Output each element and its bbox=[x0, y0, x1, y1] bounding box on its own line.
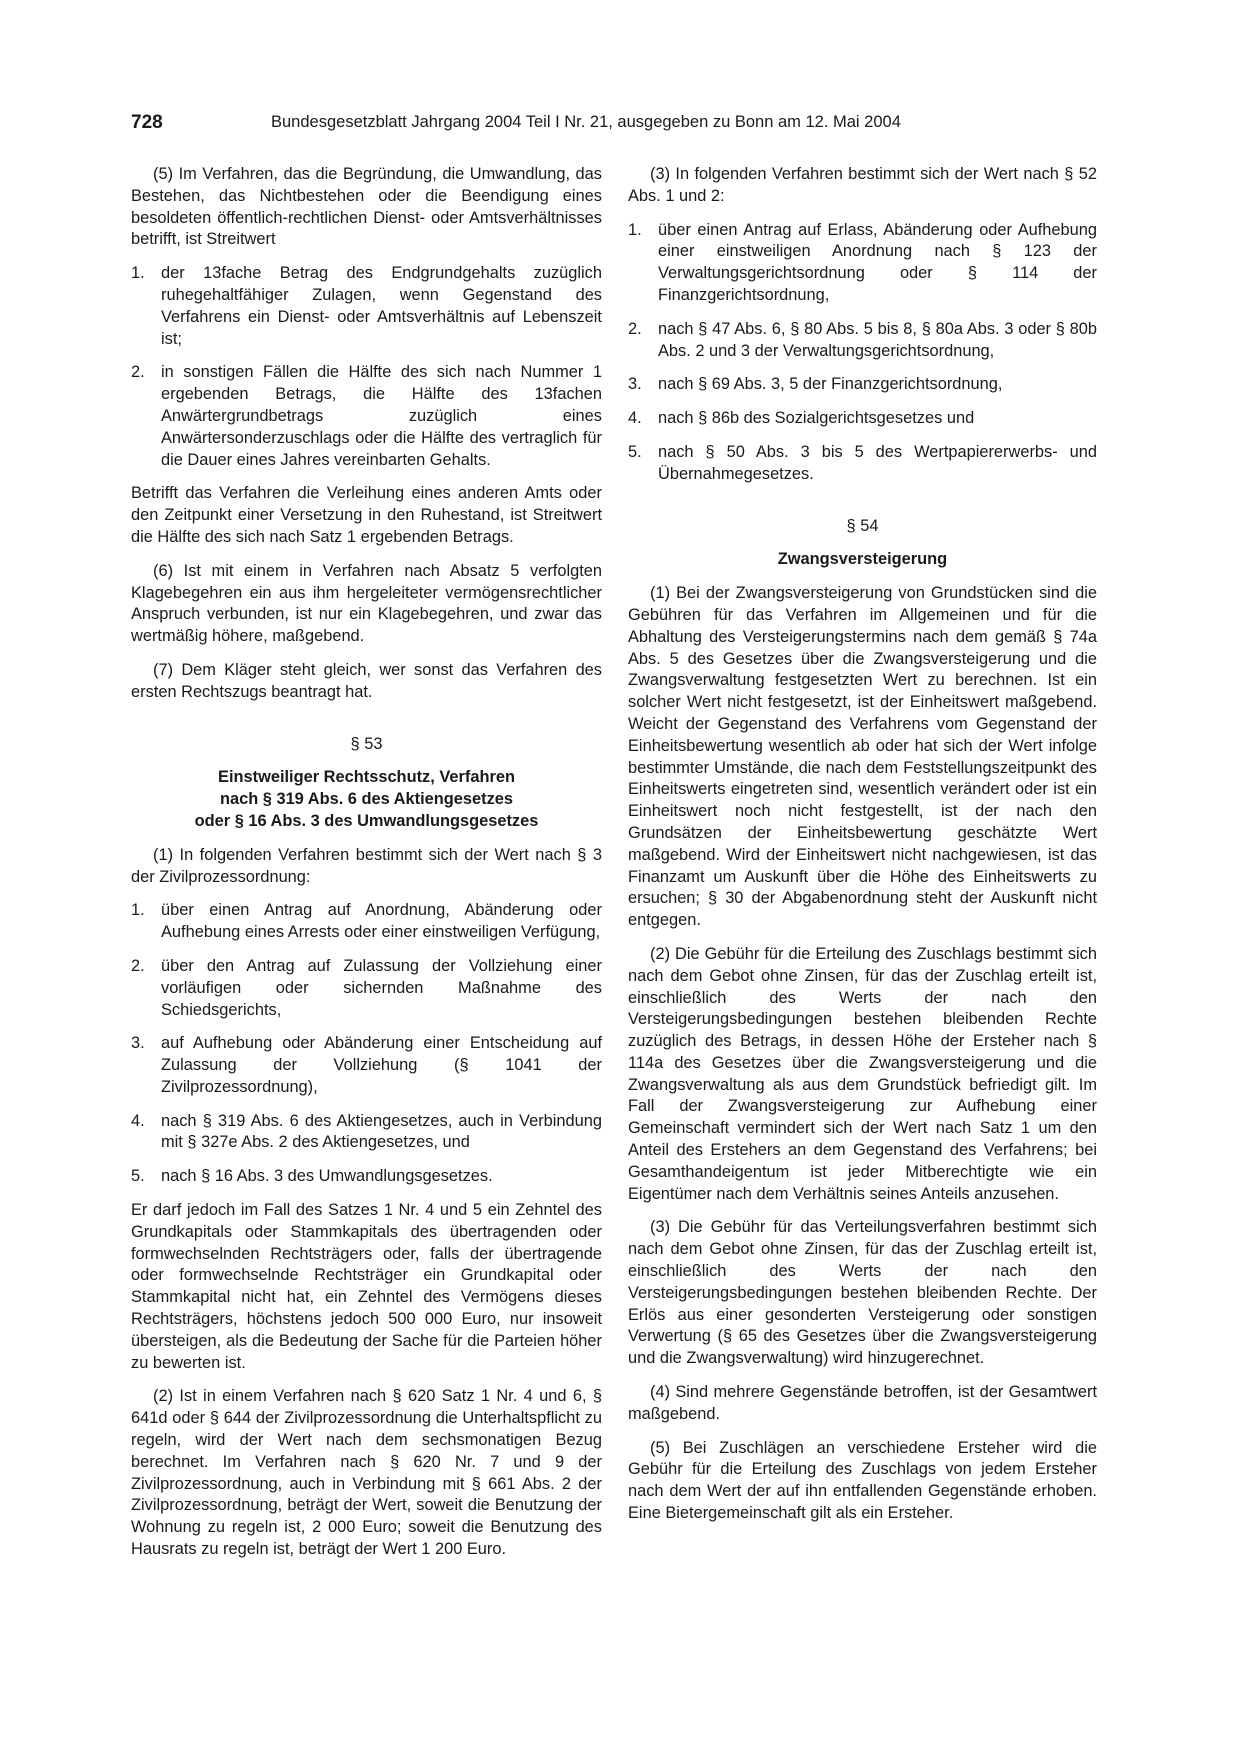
list-item-number: 4. bbox=[131, 1111, 145, 1130]
paragraph-5-list bbox=[131, 263, 602, 471]
list-item-text: auf Aufhebung oder Abänderung einer Entscheidung auf Zulassung der Vollziehung (§ 1041 der Zivilprozessordnung), bbox=[161, 1034, 602, 1096]
section-53-paragraph-2: (2) Ist in einem Verfahren nach § 620 Satz 1 Nr. 4 und 6, § 641d oder § 644 der Zivilprozessordnung die Unterhaltspflicht zu regeln, wird der Wert nach dem sechsmonatigen Bezug berechnet. Im Verfahren nach § 620 Nr. 7 und 9 der Zivilprozessordnung, auch in Verbindung mit § 661 Abs. 2 der Zivilprozessordnung, beträgt der Wert, soweit die Benutzung der Wohnung zu regeln ist, 2 000 Euro; soweit die Benutzung des Hausrats zu regeln ist, beträgt der Wert 1 200 Euro. bbox=[131, 1387, 602, 1559]
paragraph-5-tail: Betrifft das Verfahren die Verleihung eines anderen Amts oder den Zeitpunkt einer Versetzung in den Ruhestand, ist Streitwert die Hälfte des sich nach Satz 1 ergebenden Betrags. bbox=[131, 484, 602, 546]
section-54-number: § 54 bbox=[846, 516, 879, 535]
section-54-paragraph-3: (3) Die Gebühr für das Verteilungsverfahren bestimmt sich nach dem Gebot ohne Zinsen, für das der Zuschlag erteilt ist, einschließlich des Werts der nach den Versteigerungsbedingungen bestehen bleibenden Rechte. Der Erlös aus einer gesonderten Versteigerung oder sonstigen Verwertung (§ 65 des Gesetzes über die Zwangsversteigerung und die Zwangsverwaltung) wird hinzugerechnet. bbox=[628, 1218, 1097, 1368]
page-header bbox=[131, 112, 1105, 142]
list-item-text: nach § 50 Abs. 3 bis 5 des Wertpapiererwerbs- und Übernahmegesetzes. bbox=[658, 442, 1097, 483]
section-54-paragraph-5: (5) Bei Zuschlägen an verschiedene Ersteher wird die Gebühr für die Erteilung des Zuschlags von jedem Ersteher nach dem Wert der auf ihn entfallenden Gegenstände erhoben. Eine Bietergemeinschaft gilt als ein Ersteher. bbox=[628, 1438, 1097, 1523]
list-item bbox=[131, 1166, 602, 1188]
list-item bbox=[628, 220, 1097, 307]
list-item-number: 5. bbox=[131, 1167, 145, 1186]
list-item bbox=[131, 1033, 602, 1098]
list-item-text: über den Antrag auf Zulassung der Vollziehung einer vorläufigen oder sichernden Maßnahme des Schiedsgerichts, bbox=[161, 956, 602, 1019]
list-item bbox=[131, 362, 602, 471]
section-53-paragraph-3-list bbox=[628, 220, 1097, 486]
list-item bbox=[131, 956, 602, 1021]
section-54-paragraph-2: (2) Die Gebühr für die Erteilung des Zuschlags bestimmt sich nach dem Gebot ohne Zinsen, für das der Zuschlag erteilt ist, einschließlich des Werts der nach den Versteigerungsbedingungen bestehen bleibenden Rechte zuzüglich des Betrags, in dessen Höhe der Ersteher nach § 114a des Gesetzes über die Zwangsversteigerung und die Zwangsverwaltung als aus dem Grundstück befriedigt gilt. Im Fall der Zwangsversteigerung zur Aufhebung einer Gemeinschaft vermindert sich der Wert nach Satz 1 um den Anteil des Erstehers an dem Gegenstand des Verfahrens; bei Gesamthandeigentum ist jeder Mitberechtigte wie ein Eigentümer nach dem Verhältnis seines Anteils anzusehen. bbox=[628, 944, 1097, 1203]
section-53-paragraph-1-tail: Er darf jedoch im Fall des Satzes 1 Nr. 4 und 5 ein Zehntel des Grundkapitals oder Stammkapitals des übertragenden oder formwechselnden Rechtsträgers oder, falls der übertragende oder formwechselnde Rechtsträger ein Grundkapital oder Stammkapital nicht hat, ein Zehntel des Vermögens dieses Rechtsträgers, höchstens jedoch 500 000 Euro, nur insoweit übersteigen, als die Bedeutung der Sache für die Parteien höher zu bewerten ist. bbox=[131, 1201, 602, 1372]
list-item bbox=[131, 1111, 602, 1155]
list-item-number: 5. bbox=[628, 442, 642, 461]
list-item bbox=[628, 374, 1097, 396]
list-item-number: 2. bbox=[628, 319, 642, 338]
section-53-paragraph-1-intro: (1) In folgenden Verfahren bestimmt sich der Wert nach § 3 der Zivilprozessordnung: bbox=[131, 845, 602, 886]
section-53-number: § 53 bbox=[350, 734, 383, 753]
section-53-title bbox=[131, 767, 602, 832]
paragraph-7: (7) Dem Kläger steht gleich, wer sonst das Verfahren des ersten Rechtszugs beantragt hat. bbox=[131, 660, 602, 701]
paragraph-5-intro: (5) Im Verfahren, das die Begründung, die Umwandlung, das Bestehen, das Nichtbestehen oder die Beendigung eines besoldeten öffentlich-rechtlichen Dienst- oder Amtsverhältnisses betrifft, ist Streitwert bbox=[131, 165, 602, 249]
list-item-text: nach § 69 Abs. 3, 5 der Finanzgerichtsordnung, bbox=[658, 375, 1003, 394]
list-item bbox=[628, 319, 1097, 363]
list-item-text: in sonstigen Fällen die Hälfte des sich nach Nummer 1 ergebenden Betrags, die Hälfte des 13fachen Anwärtergrundbetrags zuzüglich eines Anwärtersonderzuschlags oder die Hälfte des vertraglich für die Dauer eines Jahres vereinbarten Gehalts. bbox=[161, 363, 602, 469]
section-53-title-line-1: Einstweiliger Rechtsschutz, Verfahren bbox=[218, 768, 515, 787]
list-item-text: nach § 47 Abs. 6, § 80 Abs. 5 bis 8, § 80a Abs. 3 oder § 80b Abs. 2 und 3 der Verwaltungsgerichtsordnung, bbox=[658, 319, 1097, 360]
list-item-number: 3. bbox=[628, 375, 642, 394]
list-item-text: nach § 86b des Sozialgerichtsgesetzes und bbox=[658, 409, 975, 428]
list-item bbox=[628, 442, 1097, 486]
list-item bbox=[131, 263, 602, 350]
list-item-text: nach § 319 Abs. 6 des Aktiengesetzes, auch in Verbindung mit § 327e Abs. 2 des Aktiengesetzes, und bbox=[161, 1111, 602, 1152]
page-number: 728 bbox=[131, 112, 163, 133]
section-54-paragraph-1: (1) Bei der Zwangsversteigerung von Grundstücken sind die Gebühren für das Verfahren im Allgemeinen und für die Abhaltung des Versteigerungstermins nach dem gemäß § 74a Abs. 5 des Gesetzes über die Zwangsversteigerung und die Zwangsverwaltung festgesetzten Wert zu berechnen. Ist ein solcher Wert nicht festgesetzt, ist der Einheitswert maßgebend. Weicht der Gegenstand des Verfahrens vom Gegenstand der Einheitsbewertung wesentlich ab oder hat sich der Wert infolge bestimmter Umstände, die nach dem Feststellungszeitpunkt des Einheitswerts eingetreten sind, wesentlich verändert oder ist ein Einheitswert noch nicht festgestellt, ist der nach den Grundsätzen der Einheitsbewertung geschätzte Wert maßgebend. Wird der Einheitswert nicht nachgewiesen, ist das Finanzamt um Auskunft über die Höhe des Einheitswerts zu ersuchen; § 30 der Abgabenordnung steht der Auskunft nicht entgegen. bbox=[628, 584, 1097, 930]
list-item-number: 3. bbox=[131, 1034, 145, 1053]
paragraph-6: (6) Ist mit einem in Verfahren nach Absatz 5 verfolgten Klagebegehren ein aus ihm hergeleiteter vermögensrechtlicher Anspruch verbunden, ist nur ein Klagebegehren, und zwar das wertmäßig höhere, maßgebend. bbox=[131, 561, 602, 646]
list-item-text: über einen Antrag auf Erlass, Abänderung oder Aufhebung einer einstweiligen Anordnung nach § 123 der Verwaltungsgerichtsordnung oder § 114 der Finanzgerichtsordnung, bbox=[658, 220, 1097, 304]
list-item-number: 1. bbox=[628, 220, 642, 239]
list-item-text: nach § 16 Abs. 3 des Umwandlungsgesetzes. bbox=[161, 1167, 493, 1186]
list-item-number: 4. bbox=[628, 409, 642, 428]
right-column bbox=[628, 164, 1097, 1537]
section-53-paragraph-3-intro: (3) In folgenden Verfahren bestimmt sich der Wert nach § 52 Abs. 1 und 2: bbox=[628, 165, 1097, 205]
list-item bbox=[131, 900, 602, 944]
list-item-number: 1. bbox=[131, 901, 145, 920]
list-item-number: 1. bbox=[131, 264, 145, 283]
section-53-title-line-3: oder § 16 Abs. 3 des Umwandlungsgesetzes bbox=[194, 811, 539, 830]
list-item bbox=[628, 408, 1097, 430]
left-column bbox=[131, 164, 602, 1573]
list-item-text: über einen Antrag auf Anordnung, Abänderung oder Aufhebung eines Arrests oder einer einstweiligen Verfügung, bbox=[161, 901, 602, 942]
running-head: Bundesgesetzblatt Jahrgang 2004 Teil I Nr. 21, ausgegeben zu Bonn am 12. Mai 2004 bbox=[271, 113, 901, 131]
section-53-paragraph-1-list bbox=[131, 900, 602, 1188]
list-item-number: 2. bbox=[131, 363, 145, 382]
list-item-text: der 13fache Betrag des Endgrundgehalts zuzüglich ruhegehaltfähiger Zulagen, wenn Gegenstand des Verfahrens ein Dienst- oder Amtsverhältnis auf Lebenszeit ist; bbox=[161, 264, 602, 348]
section-54-paragraph-4: (4) Sind mehrere Gegenstände betroffen, ist der Gesamtwert maßgebend. bbox=[628, 1383, 1097, 1423]
section-53-title-line-2: nach § 319 Abs. 6 des Aktiengesetzes bbox=[219, 790, 514, 809]
section-54-title: Zwangsversteigerung bbox=[777, 550, 948, 569]
list-item-number: 2. bbox=[131, 956, 145, 975]
